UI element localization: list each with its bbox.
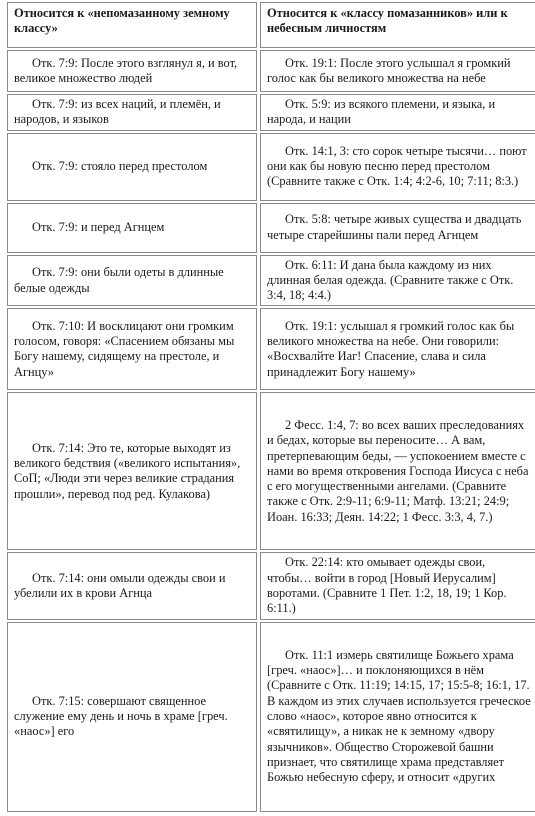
cell-earthly: [7, 308, 257, 390]
cell-anointed: [260, 308, 535, 390]
table-row: [7, 133, 535, 201]
cell-text: Отк. 7:15: совершают священное служение ему день и ночь в храме [греч. «наос»] его: [14, 693, 228, 739]
cell-anointed: [260, 392, 535, 550]
cell-text: Отк. 19:1: После этого услышал я громкий голос как бы великого множества на небе: [267, 55, 511, 85]
cell-earthly: [7, 552, 257, 619]
cell-text: 2 Фесс. 1:4, 7: во всех ваших преследованиях и бедах, которые вы переносите… А вам, претерпевающим беды, — успокоением вместе с нами во время откровения Господа Иисуса с неба с его могущественными ангелами. (Сравните также с Отк. 2:9-11; 6:9-11; Матф. 13:21; 24:9; Иоан. 16:33; Деян. 14:22; 1 Фесс. 3:3, 4, 7.): [267, 417, 529, 524]
cell-anointed: [260, 94, 535, 131]
table-row: [7, 392, 535, 550]
cell-text: Отк. 5:8: четыре живых существа и двадцать четыре старейшины пали перед Агнцем: [267, 212, 522, 242]
cell-earthly: [7, 622, 257, 812]
cell-earthly: [7, 94, 257, 131]
cell-anointed: [260, 622, 535, 812]
comparison-table: [4, 0, 535, 814]
table-row: [7, 308, 535, 390]
header-anointed-class: Относится к «классу помазанников» или к небесным личностям: [260, 2, 535, 48]
table-row: [7, 203, 535, 253]
cell-text: Отк. 7:14: Это те, которые выходят из великого бедствия («великого испытания», СоП; «Люди эти через великие страдания прошли», перевод под ред. Кулакова): [14, 440, 241, 501]
header-earthly-class: Относится к «непомазанному земному классу»: [7, 2, 257, 48]
cell-earthly: [7, 133, 257, 201]
cell-text: Отк. 7:9: из всех наций, и племён, и народов, и языков: [14, 97, 221, 127]
cell-text: Отк. 22:14: кто омывает одежды свои, чтобы… войти в город [Новый Иерусалим] воротами. (Сравните 1 Пет. 1:2, 18, 19; 1 Кор. 6:11.): [267, 555, 507, 616]
cell-anointed: [260, 133, 535, 201]
table-row: [7, 94, 535, 131]
table-row: [7, 622, 535, 812]
cell-text: Отк. 11:1 измерь святилище Божьего храма [греч. «наос»]… и поклоняющихся в нём (Сравните с Отк. 11:19; 14:15, 17; 15:5-8; 16:1, 17. В каждом из этих случаев используется греческое слово «наос», которое явно относится к «святилищу», а никак не к земному «двору язычников». Общество Сторожевой башни признает, что святилище храма представляет Божью небесную сферу, и относит «других: [267, 647, 531, 785]
cell-text: Отк. 7:9: После этого взглянул я, и вот, великое множество людей: [14, 55, 238, 85]
cell-text: Отк. 5:9: из всякого племени, и языка, и народа, и нации: [267, 97, 496, 127]
cell-earthly: [7, 392, 257, 550]
cell-text: Отк. 7:14: они омыли одежды свои и убелили их в крови Агнца: [14, 570, 226, 601]
cell-earthly: [7, 203, 257, 253]
cell-anointed: [260, 203, 535, 253]
cell-text: Отк. 6:11: И дана была каждому из них длинная белая одежда. (Сравните также с Отк. 3:4, 18; 4:4.): [267, 257, 514, 303]
cell-earthly: [7, 50, 257, 92]
table-row: [7, 50, 535, 92]
table-row: [7, 552, 535, 619]
cell-earthly: [7, 255, 257, 307]
table-row: [7, 255, 535, 307]
cell-text: Отк. 7:9: стояло перед престолом: [32, 158, 208, 173]
cell-anointed: [260, 552, 535, 619]
header-row: [7, 2, 535, 48]
cell-text: Отк. 7:10: И восклицают они громким голосом, говоря: «Спасением обязаны мы Богу нашему, сидящему на престоле, и Агнцу»: [14, 318, 235, 379]
cell-anointed: [260, 50, 535, 92]
cell-text: Отк. 19:1: услышал я громкий голос как бы великого множества на небе. Они говорили: «Восхвалйте Иаг! Спасение, слава и сила принадлежит Богу нашему»: [267, 318, 515, 379]
cell-text: Отк. 7:9: они были одеты в длинные белые одежды: [14, 265, 224, 295]
cell-text: Отк. 7:9: и перед Агнцем: [32, 219, 165, 234]
cell-text: Отк. 14:1, 3: сто сорок четыре тысячи… поют они как бы новую песню перед престолом (Сравните также с Отк. 1:4; 4:2-6, 10; 7:11; 8:3.): [267, 143, 527, 189]
cell-anointed: [260, 255, 535, 307]
